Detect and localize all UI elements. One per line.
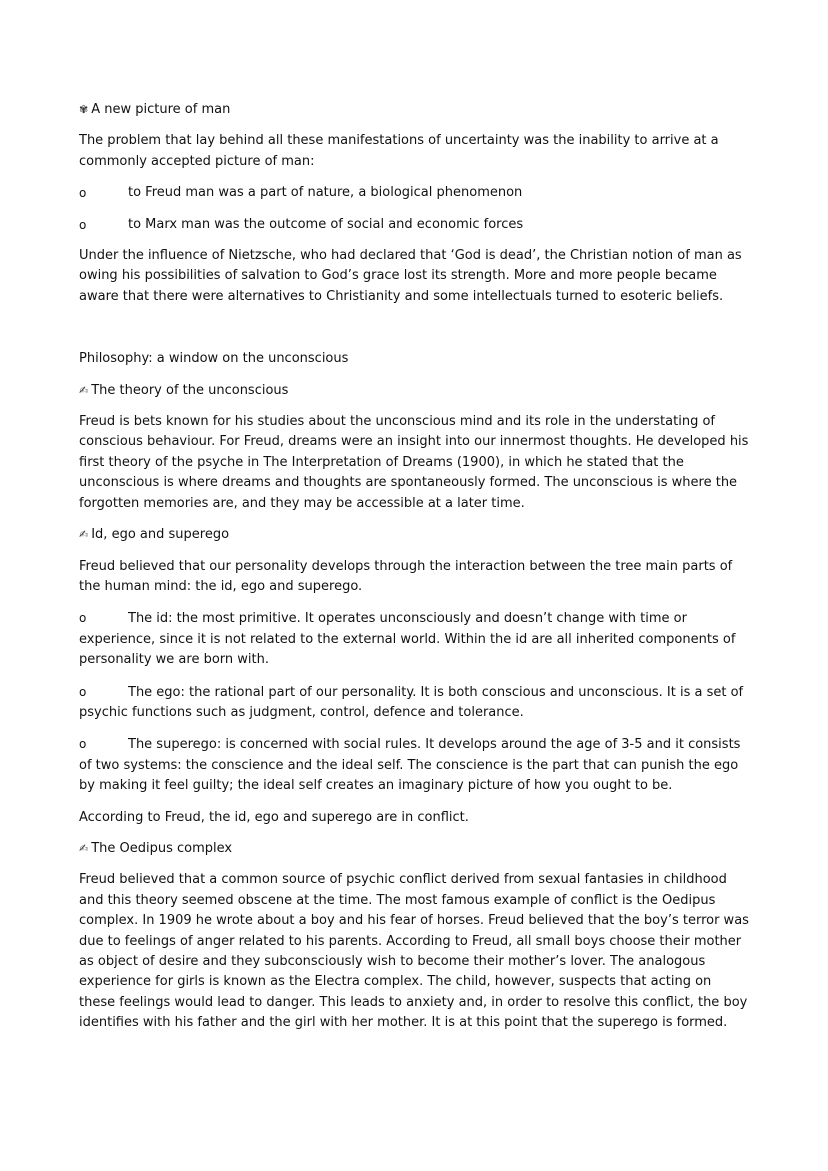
list-item-text: to Marx man was the outcome of social and economic forces <box>128 216 524 232</box>
list-item <box>79 608 751 670</box>
bullet-marker: o <box>79 684 87 699</box>
list-item <box>79 215 751 235</box>
paragraph: The problem that lay behind all these manifestations of uncertainty was the inability to arrive at a commonly accepted picture of man: <box>79 133 719 169</box>
subheading-text: The Oedipus complex <box>91 840 233 856</box>
subheading-id-ego <box>79 525 751 545</box>
list-item <box>79 734 751 796</box>
paragraph: Under the influence of Nietzsche, who had declared that ‘God is dead’, the Christian notion of man as owing his possibilities of salvation to God’s grace lost its strength. More and more people became aware that there were alternatives to Christianity and some intellectuals turned to esoteric beliefs. <box>79 248 742 304</box>
list-item-text: The ego: the rational part of our personality. It is both conscious and unconscious. It is a set of psychic functions such as judgment, control, defence and tolerance. <box>79 684 744 720</box>
section-heading-new-picture <box>79 100 751 120</box>
writing-hand-icon: ✍ <box>79 841 89 855</box>
subheading-oedipus <box>79 839 751 859</box>
section-title: Philosophy: a window on the unconscious <box>79 351 349 367</box>
writing-hand-icon: ✍ <box>79 528 89 542</box>
paragraph: Freud believed that a common source of psychic conflict derived from sexual fantasies in childhood and this theory seemed obscene at the time. The most famous example of conflict is the Oedipus complex. In 1909 he wrote about a boy and his fear of horses. Freud believed that the boy’s terror was due to feelings of anger related to his parents. According to Freud, all small boys choose their mother as object of desire and they subconsciously wish to become their mother’s lover. The analogous experience for girls is known as the Electra complex. The child, however, suspects that acting on these feelings would lead to danger. This leads to anxiety and, in order to resolve this conflict, the boy identifies with his father and the girl with her mother. It is at this point that the superego is formed. <box>79 872 749 1031</box>
list-item-text: to Freud man was a part of nature, a biological phenomenon <box>128 185 523 201</box>
subheading-theory <box>79 381 751 401</box>
list-item-text: The id: the most primitive. It operates unconsciously and doesn’t change with time or experience, since it is not related to the external world. Within the id are all inherited components of personality we are born with. <box>79 611 736 668</box>
bullet-marker: o <box>79 186 87 201</box>
paragraph: According to Freud, the id, ego and superego are in conflict. <box>79 809 469 825</box>
list-item <box>79 682 751 724</box>
flower-icon: ✾ <box>79 103 89 116</box>
heading-text: A new picture of man <box>91 102 231 117</box>
paragraph: Freud believed that our personality develops through the interaction between the tree main parts of the human mind: the id, ego and superego. <box>79 558 733 594</box>
subheading-text: Id, ego and superego <box>91 527 230 543</box>
bullet-marker: o <box>79 217 87 232</box>
document-page <box>79 100 751 1034</box>
writing-hand-icon: ✍ <box>79 383 89 397</box>
subheading-text: The theory of the unconscious <box>91 382 289 398</box>
bullet-marker: o <box>79 611 87 626</box>
bullet-marker: o <box>79 737 87 752</box>
list-item-text: The superego: is concerned with social rules. It develops around the age of 3-5 and it consists of two systems: the conscience and the ideal self. The conscience is the part that can punish the ego by making it feel guilty; the ideal self creates an imaginary picture of how you ought to be. <box>79 737 741 794</box>
paragraph: Freud is bets known for his studies about the unconscious mind and its role in the understating of conscious behaviour. For Freud, dreams were an insight into our innermost thoughts. He developed his first theory of the psyche in The Interpretation of Dreams (1900), in which he stated that the unconscious is where dreams and thoughts are spontaneously formed. The unconscious is where the forgotten memories are, and they may be accessible at a later time. <box>79 414 749 511</box>
list-item <box>79 183 751 203</box>
